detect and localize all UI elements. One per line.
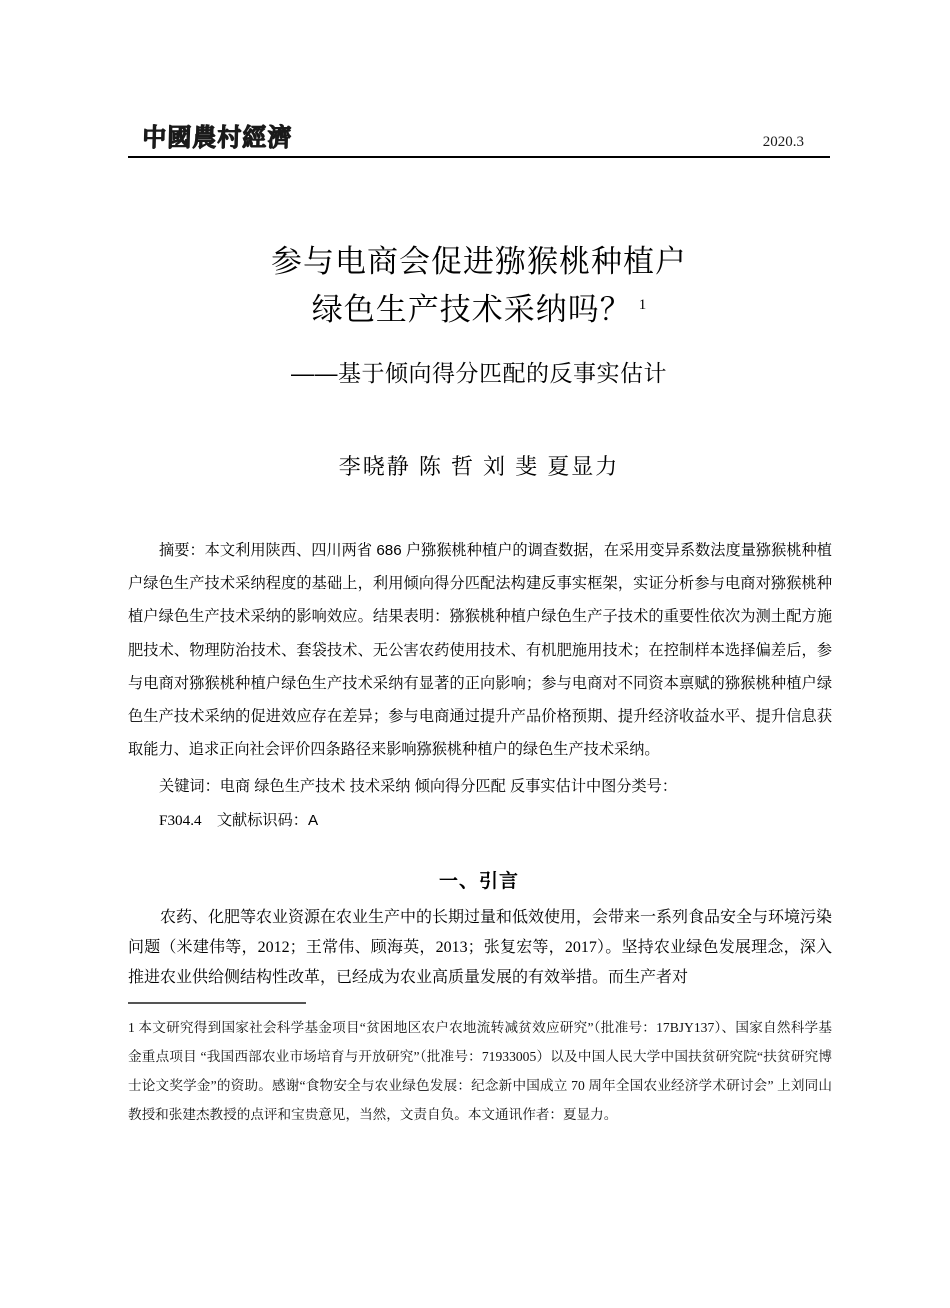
body-block [128, 903, 832, 993]
keywords-line: 关键词：电商 绿色生产技术 技术采纳 倾向得分匹配 反事实估计中图分类号： [159, 778, 678, 796]
footnote-block [128, 1002, 832, 1129]
running-head [128, 104, 830, 158]
article-title-text-2: 绿色生产技术采纳吗？ [311, 292, 632, 327]
document-code: 文献标识码：A [201, 811, 319, 829]
clc-number: F304.4 [159, 811, 202, 829]
abstract-block [128, 534, 832, 837]
abstract-paragraph: 摘要：本文利用陕西、四川两省 686 户猕猴桃种植户的调查数据，在采用变异系数法度量猕猴桃种植户绿色生产技术采纳程度的基础上，利用倾向得分匹配法构建反事实框架，实证分析参与电商对猕猴桃种植户绿色生产技术采纳的影响效应。结果表明：猕猴桃种植户绿色生产子技术的重要性依次为测土配方施肥技术、物理防治技术、套袋技术、无公害农药使用技术、有机肥施用技术；在控制样本选择偏差后，参与电商对猕猴桃种植户绿色生产技术采纳有显著的正向影响；参与电商对不同资本禀赋的猕猴桃种植户绿色生产技术采纳的促进效应存在差异；参与电商通过提升产品价格预期、提升经济收益水平、提升信息获取能力、追求正向社会评价四条路径来影响猕猴桃种植户的绿色生产技术采纳。 [128, 542, 832, 759]
title-block [128, 238, 830, 481]
article-subtitle: ——基于倾向得分匹配的反事实估计 [291, 360, 667, 386]
article-title-text-1: 参与电商会促进猕猴桃种植户 [271, 244, 687, 279]
header-divider [128, 156, 830, 158]
body-paragraph-1: 农药、化肥等农业资源在农业生产中的长期过量和低效使用，会带来一系列食品安全与环境污染问题（米建伟等，2012；王常伟、顾海英，2013；张复宏等，2017）。坚持农业绿色发展理念，深入推进农业供给侧结构性改革，已经成为农业高质量发展的有效举措。而生产者对 [128, 909, 833, 986]
section-heading-introduction: 一、引言 [438, 871, 519, 892]
footnote-divider [128, 1002, 306, 1004]
clc-line [128, 804, 832, 837]
issue-number: 2020.3 [762, 134, 804, 150]
article-title-line-1 [128, 238, 830, 286]
title-footnote-marker: 1 [638, 296, 647, 313]
article-title-line-2 [128, 286, 830, 334]
author-list: 李晓静 陈 哲 刘 斐 夏显力 [338, 454, 620, 479]
footnote-text: 1 本文研究得到国家社会科学基金项目“贫困地区农户农地流转减贫效应研究”（批准号：17BJY137）、国家自然科学基金重点项目 “我国西部农业市场培育与开放研究”（批准号：71933005）以及中国人民大学中国扶贫研究院“扶贫研究博士论文奖学金”的资助。感谢“食物安全与农业绿色发展：纪念新中国成立 70 周年全国农业经济学术研讨会” 上刘同山教授和张建杰教授的点评和宝贵意见，当然，文责自负。本文通讯作者：夏显力。 [128, 1019, 832, 1122]
journal-masthead-logo: 中國農村經濟 [141, 121, 293, 153]
